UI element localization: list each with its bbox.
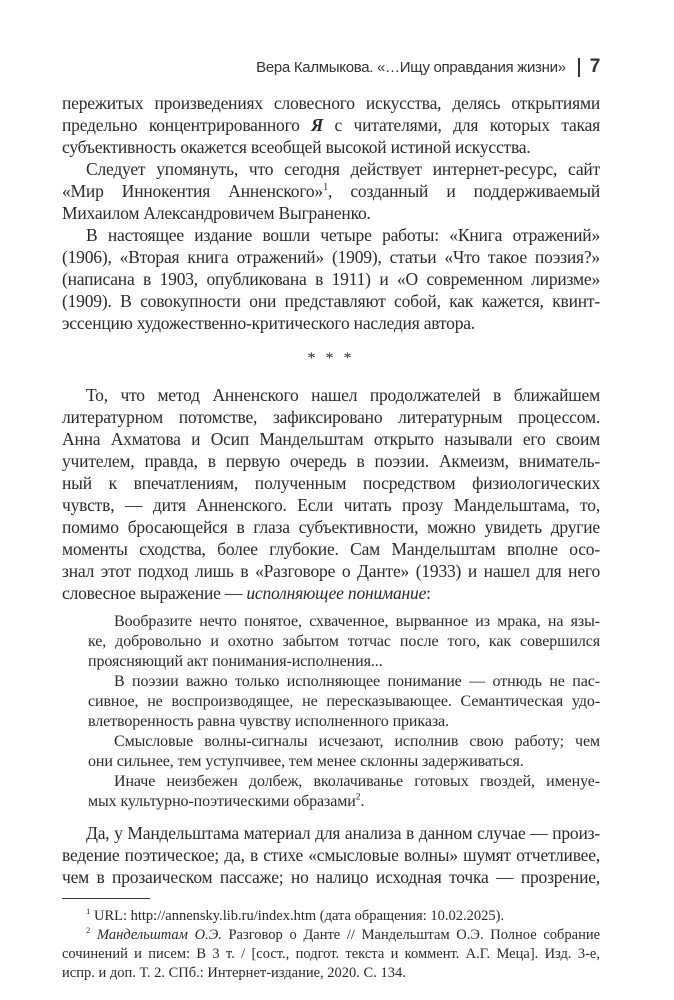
text-line: Следует упомянуть, что сегодня действует интернет-ресурс, сайт — [86, 159, 600, 179]
text-segment: мых культурно-поэтическими образами — [88, 793, 356, 810]
footnote-line: испр. и доп. Т. 2. СПб.: Интернет-издание, 2020. С. 134. — [62, 965, 406, 981]
quote-line: Смысловые волны-сигналы исчезают, исполнив свою работу; чем — [114, 733, 600, 750]
footnote-ref[interactable]: 2 — [355, 791, 361, 803]
footnote-2 — [62, 926, 600, 945]
paragraph — [62, 224, 600, 334]
header-divider — [578, 58, 580, 77]
footnote-author: Мандельштам О.Э. — [97, 927, 222, 943]
text-segment: предельно концентрированного — [62, 115, 312, 135]
quote-line: ке, добровольно и охотно забытом тотчас после того, как совершился — [88, 633, 600, 650]
text-segment: словесное выражение — — [62, 583, 247, 603]
text-line — [62, 582, 600, 604]
section-separator: * * * — [307, 350, 355, 367]
text-segment: с читателями, для которых такая — [323, 115, 601, 135]
quote-line: проясняющий акт понимания-исполнения... — [88, 653, 383, 670]
quote-line: сивное, не воспроизводящее, не пересказывающее. Семантическая удо- — [88, 693, 600, 710]
text-line: учителем, правда, в первую очередь в поэзии. Акмеизм, вниматель- — [62, 451, 600, 471]
quote-line — [88, 792, 600, 812]
page-body — [62, 92, 600, 983]
text-line: пережитых произведениях словесного искусства, делясь открытиями — [62, 93, 600, 113]
text-line: эссенцию художественно-критического наследия автора. — [62, 313, 475, 333]
text-line: То, что метод Анненского нашел продолжателей в ближайшем — [86, 385, 600, 405]
footnote-number: 1 — [86, 906, 91, 917]
text-line: помимо бросающейся в глаза субъективности, можно увидеть другие — [62, 517, 600, 537]
text-line: моменты сходства, более глубокие. Сам Мандельштам вполне осо- — [62, 539, 600, 559]
paragraph — [62, 158, 600, 224]
text-line: субъективность окажется всеобщей высокой истиной искусства. — [62, 137, 531, 157]
text-line: литературном потомстве, зафиксировано литературным процессом. — [62, 407, 600, 427]
text-segment: «Мир Иннокентия Анненского» — [62, 181, 323, 201]
text-line: ный к впечатлениям, полученным посредством физиологических — [62, 473, 600, 493]
text-line: (1906), «Вторая книга отражений» (1909), статьи «Что такое поэзия?» — [62, 247, 600, 267]
paragraph — [62, 384, 600, 604]
page-number: 7 — [589, 56, 600, 77]
footnotes — [62, 907, 600, 983]
text-line: (1909). В совокупности они представляют собой, как кажется, квинт- — [62, 291, 600, 311]
text-line: (написана в 1903, опубликована в 1911) и «О современном лиризме» — [62, 269, 600, 289]
footnote-line: сочинений и писем: В 3 т. / [сост., подгот. текста и коммент. А.Г. Меца]. Изд. 3-е, — [62, 946, 600, 962]
text-line: В настоящее издание вошли четыре работы: «Книга отражений» — [86, 225, 600, 245]
footnote-number: 2 — [86, 925, 91, 936]
quote-line: Вообразите нечто понятое, схваченное, вырванное из мрака, на язы- — [114, 613, 600, 630]
emphasis: Я — [311, 115, 324, 135]
paragraph — [62, 92, 600, 158]
footnote-1 — [62, 907, 600, 926]
text-line: знал этот подход лишь в «Разговоре о Данте» (1933) и нашел для него — [62, 561, 600, 581]
emphasis: исполняющее понимание — [246, 583, 427, 603]
footnote-ref[interactable]: 1 — [322, 182, 329, 194]
quote-line: они сильнее, тем уступчивее, тем менее склонны задерживаться. — [88, 753, 524, 770]
text-line: чем в прозаическом пассаже; но налицо исходная точка — прозрение, — [62, 867, 600, 887]
quote-line: Иначе неизбежен долбеж, вколачиванье готовых гвоздей, именуе- — [114, 773, 600, 790]
running-header — [256, 56, 600, 78]
text-segment: : — [426, 583, 431, 603]
text-line: чувств, — дитя Анненского. Если читать прозу Мандельштама, то, — [62, 495, 600, 515]
text-line: Михаилом Александровичем Выграненко. — [62, 203, 371, 223]
text-line — [62, 180, 600, 202]
text-line: Анна Ахматова и Осип Мандельштам открыто называли его своим — [62, 429, 600, 449]
text-segment: . — [360, 793, 365, 810]
paragraph — [62, 822, 600, 888]
quote-line: влетворенность равна чувству исполненного приказа. — [88, 713, 449, 730]
text-segment: , созданный и поддерживаемый — [328, 181, 600, 201]
quote-line: В поэзии важно только исполняющее понимание — отнюдь не пас- — [114, 673, 600, 690]
footnote-rule — [62, 898, 150, 899]
text-line: ведение поэтическое; да, в стихе «смысловые волны» шумят отчетливее, — [62, 845, 600, 865]
text-line — [62, 114, 600, 136]
text-line: Да, у Мандельштама материал для анализа в данном случае — произ- — [86, 823, 600, 843]
running-title: Вера Калмыкова. «…Ищу оправдания жизни» — [256, 58, 566, 76]
footnote-text: Разговор о Данте // Мандельштам О.Э. Полное собрание — [221, 927, 601, 943]
block-quote — [62, 612, 600, 812]
footnote-text: URL: http://annensky.lib.ru/index.htm (дата обращения: 10.02.2025). — [93, 908, 505, 924]
